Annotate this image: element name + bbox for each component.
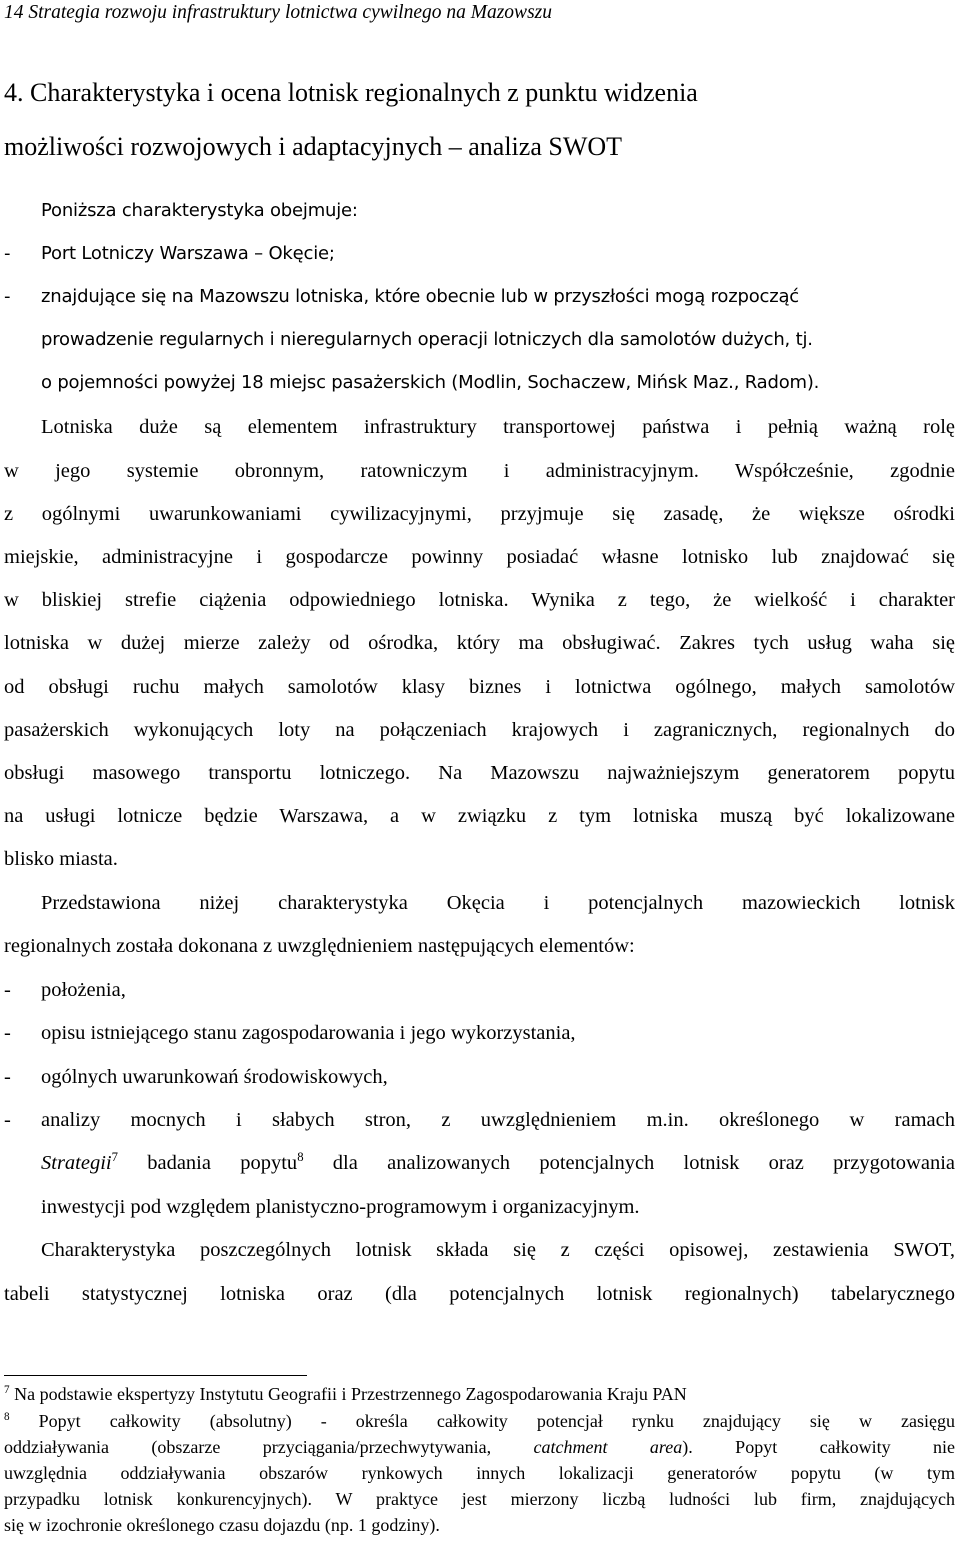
text-span: dla analizowanych potencjalnych lotnisk oraz przygotowania	[303, 1152, 955, 1174]
section-heading-line-1: 4. Charakterystyka i ocena lotnisk regionalnych z punktu widzenia	[4, 78, 698, 107]
intro-item-mazowsze-line-1: znajdujące się na Mazowszu lotniska, które obecnie lub w przyszłości mogą rozpocząć	[41, 286, 800, 307]
footnote-ref-8: 8	[297, 1150, 304, 1165]
section-heading-line-2: możliwości rozwojowych i adaptacyjnych – analiza SWOT	[4, 132, 623, 161]
bullet-dash: -	[4, 1066, 11, 1088]
paragraph-1-line: obsługi masowego transportu lotniczego. Na Mazowszu najważniejszym generatorem popytu	[4, 762, 955, 784]
paragraph-1-line: w bliskiej strefie ciążenia odpowiedniego lotniska. Wynika z tego, że wielkość i charakter	[4, 589, 955, 611]
footnote-8-line-4: przypadku lotnisk konkurencyjnych). W praktyce jest mierzony liczbą ludności lub firm, znajdujących	[4, 1489, 955, 1509]
catchment-area-term: catchment area	[533, 1437, 683, 1457]
paragraph-1-line: pasażerskich wykonujących loty na połączeniach krajowych i zagranicznych, regionalnych do	[4, 719, 955, 741]
element-item-analiza-line-1: analizy mocnych i słabych stron, z uwzględnieniem m.in. określonego w ramach	[41, 1109, 955, 1131]
footnote-8-number: 8	[4, 1411, 10, 1423]
bullet-dash: -	[4, 1109, 11, 1131]
paragraph-1-line: blisko miasta.	[4, 848, 118, 870]
text-span: ). Popyt całkowity nie	[682, 1437, 955, 1457]
footnote-8-text: Popyt całkowity (absolutny) - określa całkowity potencjał rynku znajdujący się w zasięgu	[9, 1411, 955, 1431]
bullet-dash: -	[4, 286, 11, 307]
footnote-7	[4, 1384, 955, 1405]
paragraph-1-line: na usługi lotnicze będzie Warszawa, a w związku z tym lotniska muszą być lokalizowane	[4, 805, 955, 827]
bullet-dash: -	[4, 243, 11, 264]
paragraph-1-line: z ogólnymi uwarunkowaniami cywilizacyjnymi, przyjmuje się zasadę, że większe ośrodki	[4, 503, 955, 525]
text-span: badania popytu	[117, 1152, 298, 1174]
running-header: 14 Strategia rozwoju infrastruktury lotnictwa cywilnego na Mazowszu	[4, 2, 552, 23]
paragraph-1-line: w jego systemie obronnym, ratowniczym i administracyjnym. Współcześnie, zgodnie	[4, 460, 955, 482]
element-item-stan: opisu istniejącego stanu zagospodarowania i jego wykorzystania,	[41, 1022, 576, 1044]
footnote-7-text: Na podstawie ekspertyzy Instytutu Geografii i Przestrzennego Zagospodarowania Kraju PAN	[9, 1384, 687, 1404]
bullet-dash: -	[4, 979, 11, 1001]
paragraph-1-line: Lotniska duże są elementem infrastruktury transportowej państwa i pełnią ważną rolę	[41, 416, 955, 438]
intro-item-mazowsze-line-3: o pojemności powyżej 18 miejsc pasażerskich (Modlin, Sochaczew, Mińsk Maz., Radom).	[41, 372, 820, 393]
paragraph-3-line: Charakterystyka poszczególnych lotnisk składa się z części opisowej, zestawienia SWOT,	[41, 1239, 955, 1261]
element-item-analiza-line-3: inwestycji pod względem planistyczno-programowym i organizacyjnym.	[41, 1196, 640, 1218]
footnote-8-line-1	[4, 1411, 955, 1432]
paragraph-1-line: miejskie, administracyjne i gospodarcze powinny posiadać własne lotnisko lub znajdować się	[4, 546, 955, 568]
intro-lead: Poniższa charakterystyka obejmuje:	[41, 200, 358, 221]
intro-item-okecie: Port Lotniczy Warszawa – Okęcie;	[41, 243, 335, 264]
element-item-polozenie: położenia,	[41, 979, 126, 1001]
paragraph-2-line: regionalnych została dokonana z uwzględnieniem następujących elementów:	[4, 935, 635, 957]
footnote-8-line-5: się w izochronie określonego czasu dojazdu (np. 1 godziny).	[4, 1515, 440, 1535]
footnote-separator	[4, 1375, 307, 1376]
footnote-7-number: 7	[4, 1384, 10, 1396]
paragraph-3-line: tabeli statystycznej lotniska oraz (dla potencjalnych lotnisk regionalnych) tabelarycznego	[4, 1283, 955, 1305]
strategii-term: Strategii	[41, 1152, 112, 1174]
paragraph-2-line: Przedstawiona niżej charakterystyka Okęcia i potencjalnych mazowieckich lotnisk	[41, 892, 955, 914]
text-span: oddziaływania (obszarze przyciągania/przechwytywania,	[4, 1437, 534, 1457]
paragraph-1-line: lotniska w dużej mierze zależy od ośrodka, który ma obsługiwać. Zakres tych usług waha się	[4, 632, 955, 654]
footnote-8-line-2	[4, 1437, 955, 1458]
element-item-analiza-line-2	[41, 1152, 955, 1175]
element-item-uwarunkowania: ogólnych uwarunkowań środowiskowych,	[41, 1066, 388, 1088]
paragraph-1-line: od obsługi ruchu małych samolotów klasy biznes i lotnictwa ogólnego, małych samolotów	[4, 676, 955, 698]
footnote-ref-7: 7	[111, 1150, 118, 1165]
intro-item-mazowsze-line-2: prowadzenie regularnych i nieregularnych operacji lotniczych dla samolotów dużych, tj.	[41, 329, 813, 350]
footnote-8-line-3: uwzględnia oddziaływania obszarów rynkowych innych lokalizacji generatorów popytu (w tym	[4, 1463, 955, 1483]
bullet-dash: -	[4, 1022, 11, 1044]
